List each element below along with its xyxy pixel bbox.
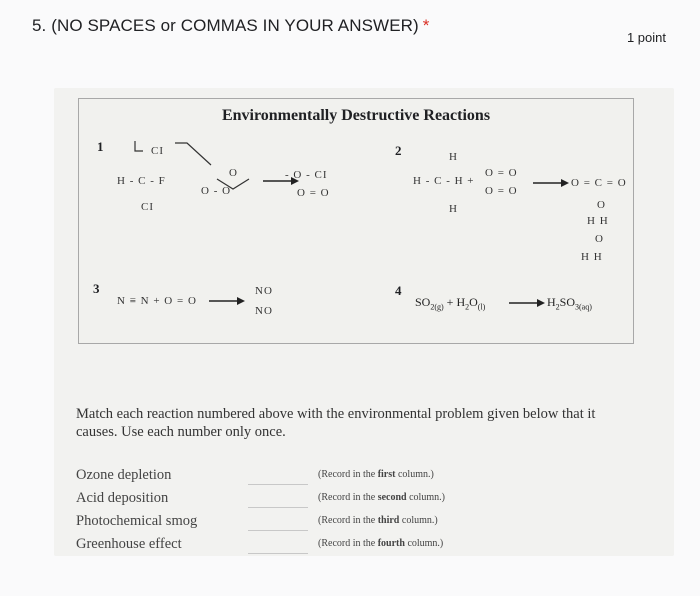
r2-o2-a: O = O [485,167,518,179]
r4-p-h: H [547,295,556,309]
reaction-4-arrow [509,297,549,309]
r4-p-so-sub: 3(aq) [575,302,592,312]
match-problem-4: Greenhouse effect [76,536,182,552]
question-title [32,16,430,36]
match-blank-2 [248,507,308,508]
r4-p-so: SO [559,295,576,309]
r4-o: O [469,295,478,309]
r1-cl-top: CI [151,145,164,157]
match-problem-1: Ozone depletion [76,467,172,483]
reaction-2-arrow [533,177,573,189]
match-problem-3: Photochemical smog [76,513,198,529]
reactions-figure [78,98,634,344]
r4-p-h-sub: 2 [555,302,560,312]
r3-reactants: N ≡ N + O = O [117,295,197,307]
r4-so: SO [415,295,431,309]
reaction-4-number: 4 [395,283,402,298]
r2-h-bottom: H [449,203,458,215]
reaction-3-arrow [209,295,249,307]
matching-instruction: Match each reaction numbered above with the environmental problem given below that it causes. Use each number only once. [76,406,596,440]
r1-hcf: H - C - F [117,175,166,187]
match-note-3: (Record in the third column.) [318,515,438,526]
figure-title: Environmentally Destructive Reactions [221,107,491,124]
r2-water2-h: H H [581,251,603,263]
r4-plus: + [446,295,454,309]
r1-o2: O = O [297,187,330,199]
r4-product [547,295,592,311]
r1-ozone: O - O [201,185,232,197]
reaction-1-number: 1 [97,139,104,154]
r2-hch: H - C - H + [413,175,475,187]
match-note-4: (Record in the fourth column.) [318,538,444,549]
r4-so-sub: 2(g) [430,302,444,312]
r2-co2: O = C = O [571,177,627,189]
r2-h-top: H [449,151,458,163]
r1-ocl: - O - CI [285,169,328,181]
r4-o-sub: (l) [477,302,486,312]
question-title-text: 5. (NO SPACES or COMMAS IN YOUR ANSWER) [32,16,419,35]
r2-o2-b: O = O [485,185,518,197]
match-note-2: (Record in the second column.) [318,492,445,503]
reaction-3-number: 3 [93,281,100,296]
r1-o-top: O [229,167,238,179]
match-blank-3 [248,530,308,531]
match-problem-2: Acid deposition [76,490,169,506]
match-note-1: (Record in the first column.) [318,469,434,480]
match-blank-4 [248,553,308,554]
r2-water1-o: O [597,199,606,211]
r2-water1-h: H H [587,215,609,227]
r2-water2-o: O [595,233,604,245]
r4-equation [415,295,485,311]
r3-no-a: NO [255,285,273,297]
reaction-2-number: 2 [395,143,402,158]
r1-cl-bottom: CI [141,201,154,213]
match-blank-1 [248,484,308,485]
r4-h-sub: 2 [465,302,470,312]
points-label: 1 point [626,30,666,45]
required-asterisk: * [422,16,430,35]
r4-h: H [456,295,466,309]
r3-no-b: NO [255,305,273,317]
